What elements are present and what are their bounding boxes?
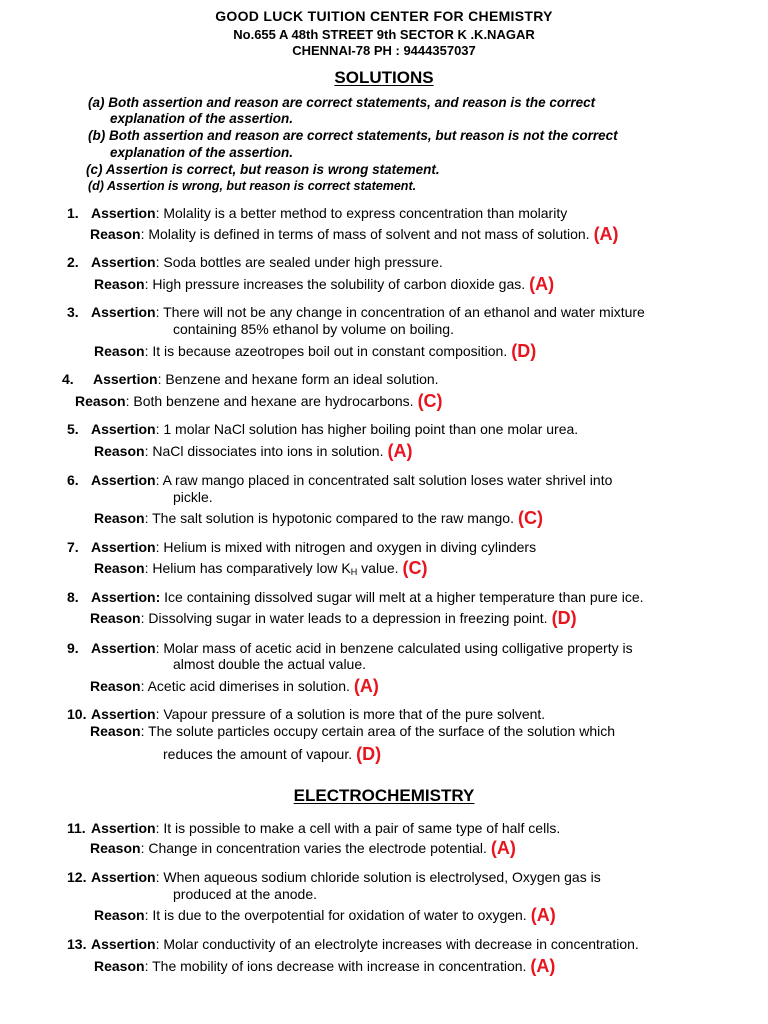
question-4-reason: Reason: Both benzene and hexane are hydrocarbons. (C) [75, 391, 443, 411]
question-13-assertion: 13. Assertion: Molar conductivity of an electrolyte increases with decrease in concentration. [67, 936, 639, 952]
answer-9: (A) [353, 676, 379, 696]
question-6-reason: Reason: The salt solution is hypotonic compared to the raw mango. (C) [94, 508, 543, 528]
option-a-line2: explanation of the assertion. [110, 111, 294, 126]
answer-7: (C) [402, 558, 428, 578]
option-b-line2: explanation of the assertion. [110, 145, 294, 160]
answer-6: (C) [517, 508, 543, 528]
question-10-reason-cont: reduces the amount of vapour. (D) [163, 744, 382, 764]
answer-4: (C) [417, 391, 443, 411]
question-6-assertion: 6. Assertion: A raw mango placed in concentrated salt solution loses water shrivel into [67, 472, 613, 488]
question-2-reason: Reason: High pressure increases the solubility of carbon dioxide gas. (A) [94, 274, 555, 294]
question-3-reason: Reason: It is because azeotropes boil out in constant composition. (D) [94, 341, 537, 361]
answer-5: (A) [387, 441, 413, 461]
question-3-assertion: 3. Assertion: There will not be any change in concentration of an ethanol and water mixture [67, 304, 645, 320]
question-1-assertion: 1. Assertion: Molality is a better method to express concentration than molarity [67, 205, 568, 221]
question-1-reason: Reason: Molality is defined in terms of mass of solvent and not mass of solution. (A) [90, 224, 619, 244]
answer-2: (A) [529, 274, 555, 294]
option-c: (c) Assertion is correct, but reason is wrong statement. [86, 162, 440, 177]
section-title-electrochemistry: ELECTROCHEMISTRY [293, 786, 475, 805]
answer-3: (D) [511, 341, 537, 361]
answer-1: (A) [593, 224, 619, 244]
center-title: GOOD LUCK TUITION CENTER FOR CHEMISTRY [215, 8, 553, 24]
option-b-line1: (b) Both assertion and reason are correct statements, but reason is not the correct [88, 128, 618, 143]
question-3-assertion-cont: containing 85% ethanol by volume on boiling. [173, 321, 454, 337]
question-8-assertion: 8. Assertion: Ice containing dissolved sugar will melt at a higher temperature than pure ice. [67, 589, 644, 605]
question-4-assertion: 4. Assertion: Benzene and hexane form an ideal solution. [62, 371, 439, 387]
question-10-reason: Reason: The solute particles occupy certain area of the surface of the solution which [90, 723, 616, 739]
question-11-assertion: 11. Assertion: It is possible to make a cell with a pair of same type of half cells. [67, 820, 561, 836]
answer-11: (A) [490, 838, 516, 858]
question-11-reason: Reason: Change in concentration varies the electrode potential. (A) [90, 838, 516, 858]
option-d: (d) Assertion is wrong, but reason is correct statement. [88, 179, 417, 193]
option-a-line1: (a) Both assertion and reason are correct statements, and reason is the correct [88, 95, 596, 110]
question-13-reason: Reason: The mobility of ions decrease with increase in concentration. (A) [94, 956, 556, 976]
section-title-solutions: SOLUTIONS [334, 68, 434, 87]
address-line-2: CHENNAI-78 PH : 9444357037 [292, 43, 476, 58]
answer-12: (A) [530, 905, 556, 925]
question-5-reason: Reason: NaCl dissociates into ions in solution. (A) [94, 441, 413, 461]
question-8-reason: Reason: Dissolving sugar in water leads to a depression in freezing point. (D) [90, 608, 577, 628]
answer-13: (A) [530, 956, 556, 976]
question-7-reason: Reason: Helium has comparatively low $K_H$ value. (C) [94, 558, 428, 578]
question-7-assertion: 7. Assertion: Helium is mixed with nitrogen and oxygen in diving cylinders [67, 539, 537, 555]
question-12-reason: Reason: It is due to the overpotential for oxidation of water to oxygen. (A) [94, 905, 556, 925]
question-2-assertion: 2. Assertion: Soda bottles are sealed under high pressure. [67, 254, 443, 270]
question-12-assertion: 12. Assertion: When aqueous sodium chloride solution is electrolysed, Oxygen gas is [67, 869, 601, 885]
question-9-reason: Reason: Acetic acid dimerises in solution. (A) [90, 676, 379, 696]
answer-10: (D) [356, 744, 382, 764]
question-5-assertion: 5. Assertion: 1 molar NaCl solution has higher boiling point than one molar urea. [67, 421, 579, 437]
question-12-assertion-cont: produced at the anode. [173, 886, 318, 902]
question-9-assertion-cont: almost double the actual value. [173, 656, 367, 672]
question-9-assertion: 9. Assertion: Molar mass of acetic acid in benzene calculated using colligative property is [67, 640, 633, 656]
question-6-assertion-cont: pickle. [173, 489, 213, 505]
answer-8: (D) [551, 608, 577, 628]
address-line-1: No.655 A 48th STREET 9th SECTOR K .K.NAGAR [233, 27, 535, 42]
question-10-assertion: 10. Assertion: Vapour pressure of a solution is more that of the pure solvent. [67, 706, 546, 722]
